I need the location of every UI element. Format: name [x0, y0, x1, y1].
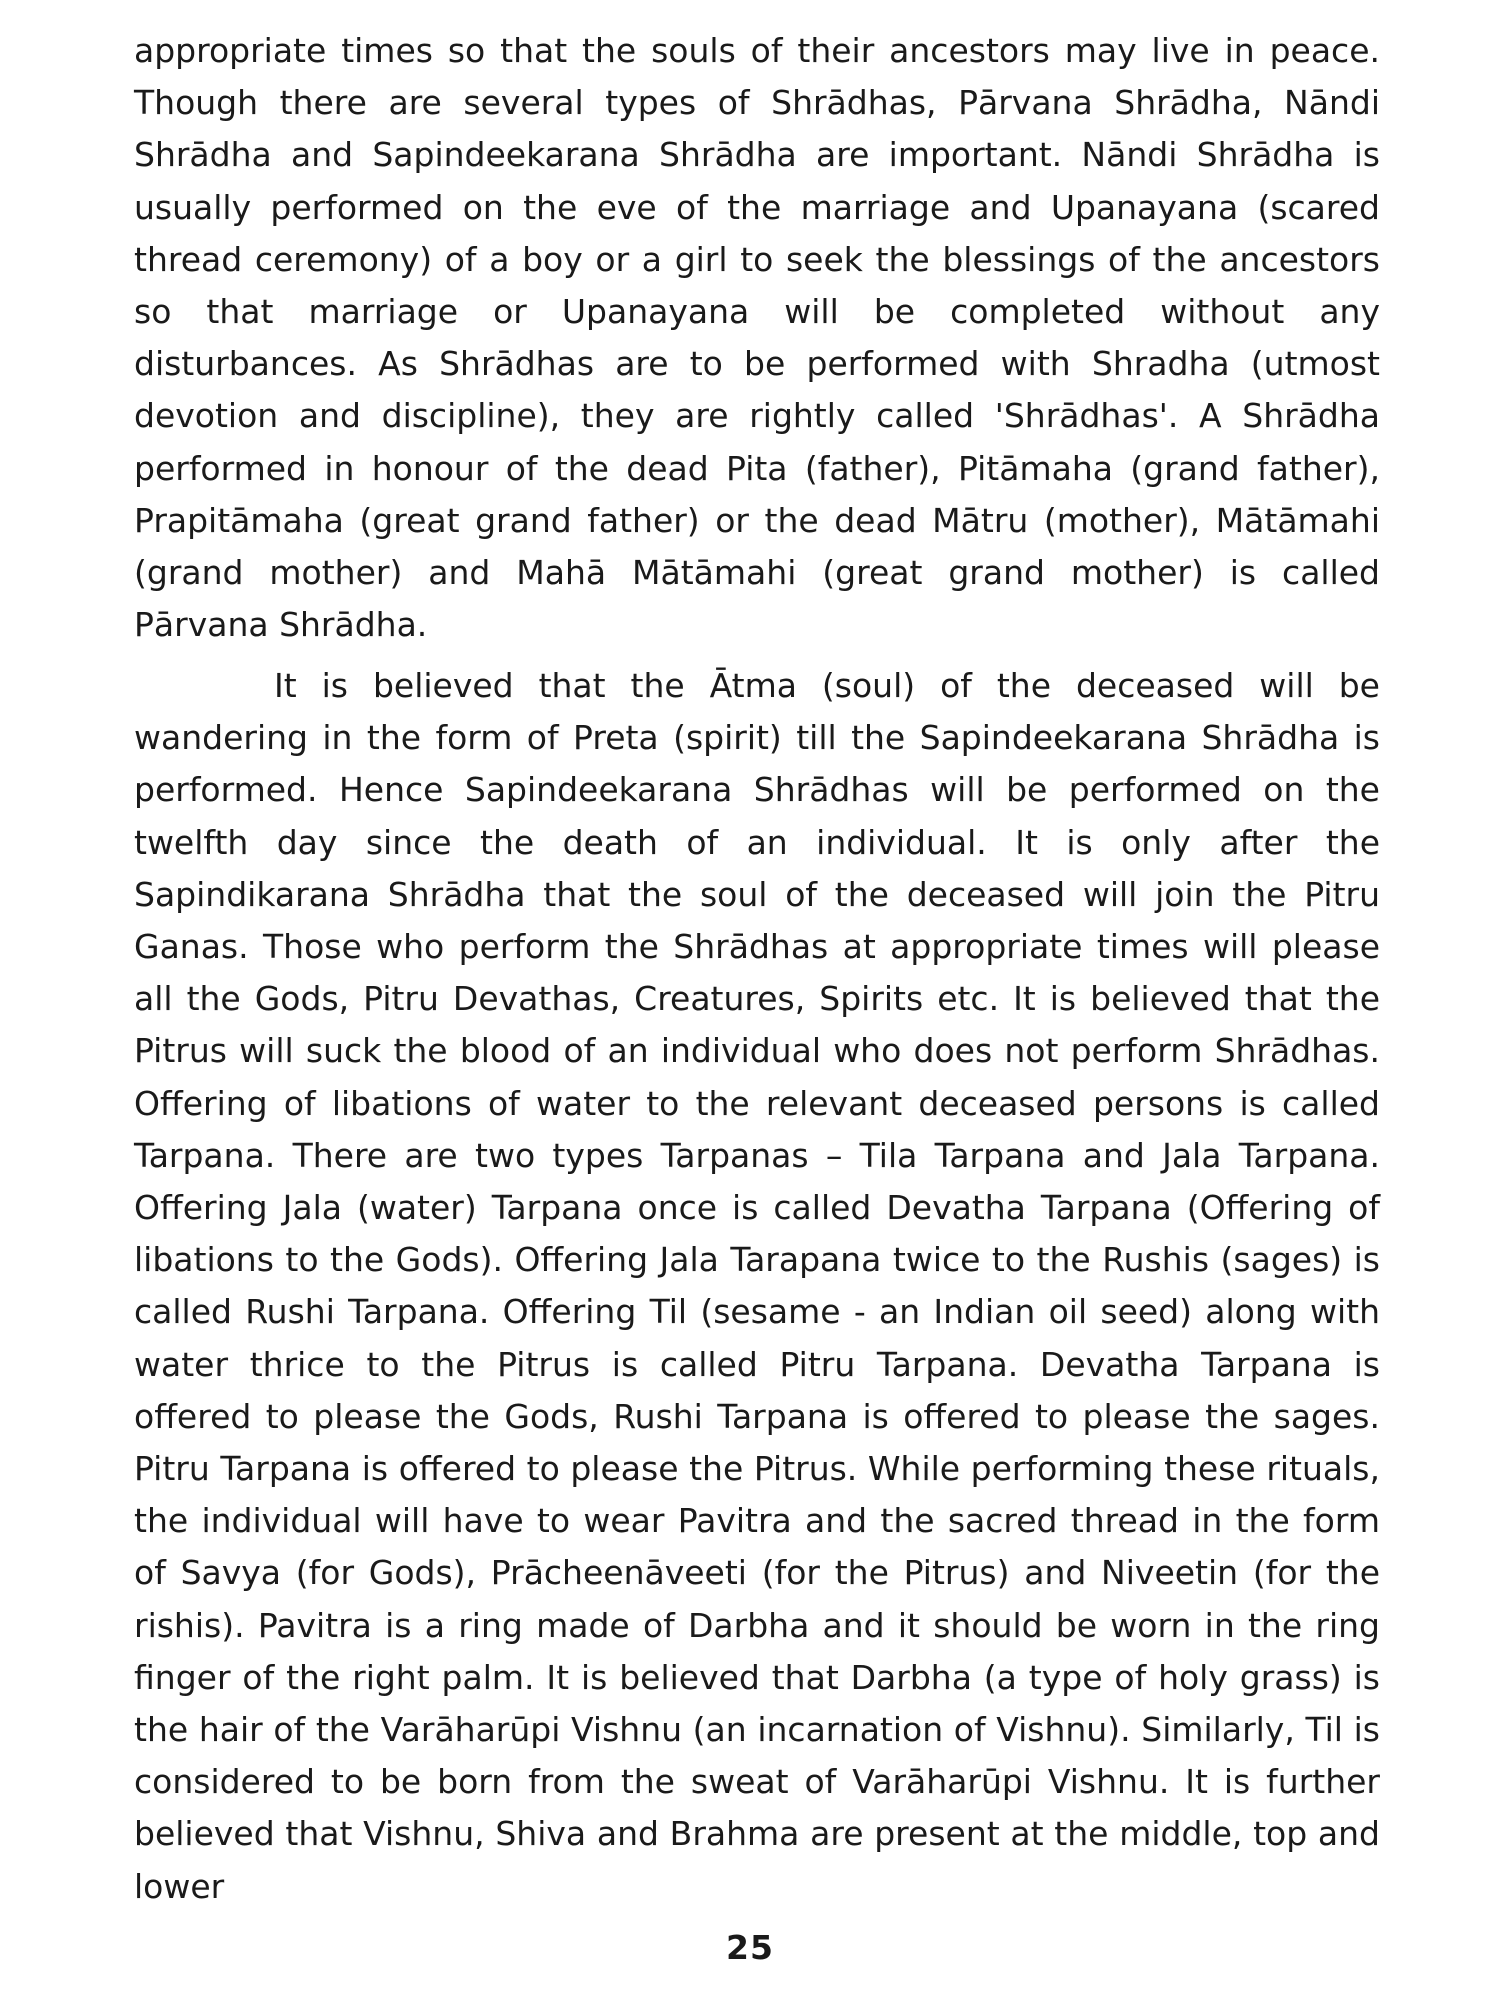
paragraph-continued: appropriate times so that the souls of their ancestors may live in peace. Though there are several types of Shrādhas, Pārvana Shrādha, Nāndi Shrādha and Sapindeekarana Shrādha are important. Nāndi Shrādha is usually performed on the eve of the marriage and Upanayana (scared thread ceremony) of a boy or a girl to seek the blessings of the ancestors so that marriage or Upanayana will be completed without any disturbances. As Shrādhas are to be performed with Shradha (utmost devotion and discipline), they are rightly called 'Shrādhas'. A Shrādha performed in honour of the dead Pita (father), Pitāmaha (grand father), Prapitāmaha (great grand father) or the dead Mātru (mother), Mātāmahi (grand mother) and Mahā Mātāmahi (great grand mother) is called Pārvana Shrādha.: [134, 31, 1380, 645]
page-number: 25: [726, 1928, 774, 1967]
paragraph-atma: It is believed that the Ātma (soul) of the deceased will be wandering in the form of Preta (spirit) till the Sapindeekarana Shrādha is performed. Hence Sapindeekarana Shrādhas will be performed on the twelfth day since the death of an individual. It is only after the Sapindikarana Shrādha that the soul of the deceased will join the Pitru Ganas. Those who perform the Shrādhas at appropriate times will please all the Gods, Pitru Devathas, Creatures, Spirits etc. It is believed that the Pitrus will suck the blood of an individual who does not perform Shrādhas. Offering of libations of water to the relevant deceased persons is called Tarpana. There are two types Tarpanas – Tila Tarpana and Jala Tarpana. Offering Jala (water) Tarpana once is called Devatha Tarpana (Offering of libations to the Gods). Offering Jala Tarapana twice to the Rushis (sages) is called Rushi Tarpana. Offering Til (sesame - an Indian oil seed) along with water thrice to the Pitrus is called Pitru Tarpana. Devatha Tarpana is offered to please the Gods, Rushi Tarpana is offered to please the sages. Pitru Tarpana is offered to please the Pitrus. While performing these rituals, the individual will have to wear Pavitra and the sacred thread in the form of Savya (for Gods), Prācheenāveeti (for the Pitrus) and Niveetin (for the rishis). Pavitra is a ring made of Darbha and it should be worn in the ring finger of the right palm. It is believed that Darbha (a type of holy grass) is the hair of the Varāharūpi Vishnu (an incarnation of Vishnu). Similarly, Til is considered to be born from the sweat of Varāharūpi Vishnu. It is further believed that Vishnu, Shiva and Brahma are present at the middle, top and lower: [134, 666, 1380, 1906]
